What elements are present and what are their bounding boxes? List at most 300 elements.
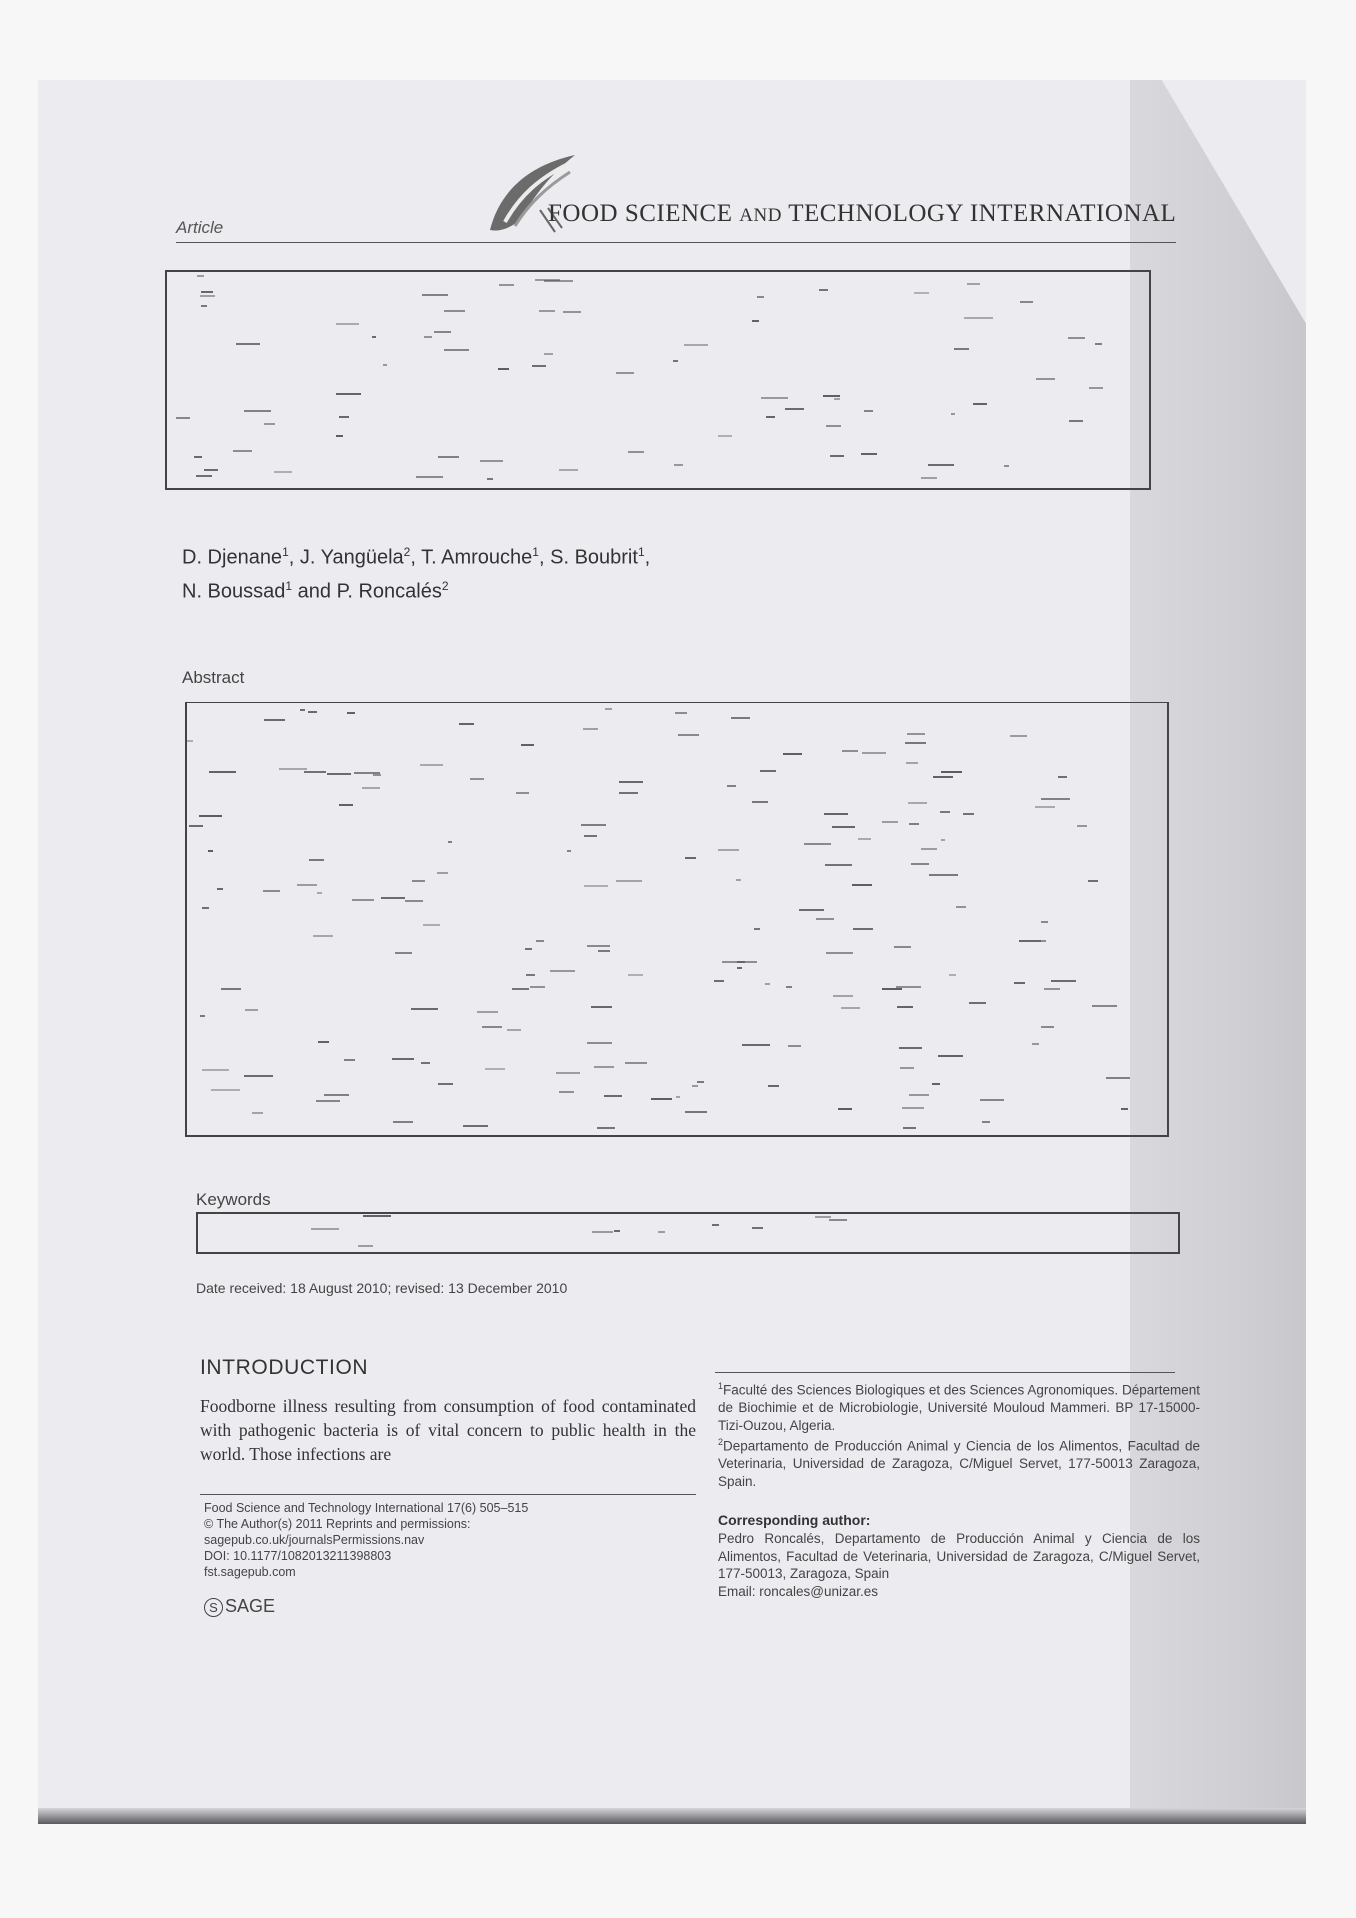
scan-speckle	[1032, 1043, 1039, 1045]
scan-speckle	[352, 899, 374, 901]
scan-speckle	[899, 1047, 922, 1049]
scan-speckle	[499, 284, 514, 286]
scan-speckle	[204, 469, 218, 471]
scan-speckle	[954, 348, 969, 350]
scan-speckle	[202, 907, 209, 909]
scan-speckle	[902, 1107, 924, 1109]
scan-speckle	[742, 1044, 770, 1046]
scan-speckle	[344, 1059, 355, 1061]
scan-speckle	[437, 872, 448, 874]
scan-speckle	[861, 453, 877, 455]
scan-speckle	[619, 781, 643, 783]
scan-speckle	[594, 1066, 614, 1068]
scan-speckle	[498, 368, 509, 370]
scan-speckle	[245, 1009, 258, 1011]
scan-speckle	[176, 417, 190, 419]
corresponding-author-label: Corresponding author:	[718, 1512, 871, 1528]
scan-speckle	[727, 785, 736, 787]
scan-speckle	[684, 344, 708, 346]
scan-speckle	[903, 1127, 916, 1129]
author-line-1	[182, 538, 650, 572]
scan-speckle	[434, 331, 451, 333]
scan-speckle	[941, 771, 962, 773]
author-separator: ,	[410, 546, 422, 569]
scan-speckle	[616, 880, 642, 882]
scan-speckle	[1019, 940, 1041, 942]
keywords-box	[196, 1212, 1180, 1254]
journal-title	[548, 200, 1176, 228]
scan-speckle	[816, 918, 834, 920]
scan-speckle	[463, 1125, 488, 1127]
scan-speckle	[544, 353, 553, 355]
scan-speckle	[938, 1055, 963, 1057]
sage-name: SAGE	[225, 1596, 276, 1616]
scan-speckle	[1089, 387, 1103, 389]
scan-speckle	[737, 961, 757, 963]
scan-speckle	[1051, 980, 1076, 982]
scan-speckle	[221, 988, 241, 990]
scan-speckle	[189, 825, 203, 827]
scan-speckle	[383, 364, 387, 366]
scan-speckle	[956, 906, 966, 908]
scan-speckle	[1106, 1077, 1130, 1079]
scan-speckle	[487, 478, 493, 480]
scan-speckle	[766, 416, 775, 418]
scan-speckle	[300, 709, 305, 711]
scan-speckle	[358, 1245, 373, 1247]
scan-speckle	[411, 1008, 438, 1010]
affiliations	[718, 1378, 1200, 1490]
scan-speckle	[658, 1231, 665, 1233]
scan-speckle	[309, 859, 324, 861]
author-separator: ,	[538, 546, 551, 569]
scan-speckle	[969, 1002, 986, 1004]
corresponding-author	[718, 1530, 1200, 1600]
scan-speckle	[718, 435, 732, 437]
scan-speckle	[692, 1085, 698, 1087]
scan-speckle	[336, 393, 361, 395]
author-name: S. Boubrit	[550, 546, 638, 569]
scan-speckle	[448, 841, 452, 843]
scan-speckle	[678, 734, 699, 736]
scan-speckle	[949, 974, 956, 976]
scan-speckle	[336, 435, 343, 437]
scan-speckle	[381, 897, 405, 899]
affiliation-2-number: 2	[718, 1437, 724, 1447]
scan-speckle	[324, 1094, 349, 1096]
scan-speckle	[211, 1089, 240, 1091]
author-affiliation-number: 1	[637, 545, 645, 559]
introduction-heading: INTRODUCTION	[200, 1356, 369, 1379]
scan-speckle	[507, 1029, 521, 1031]
scan-speckle	[1092, 1005, 1117, 1007]
scan-speckle	[244, 1075, 273, 1077]
scan-speckle	[362, 787, 380, 789]
scan-speckle	[526, 974, 535, 976]
scan-speckle	[201, 305, 207, 307]
keywords-label: Keywords	[196, 1190, 271, 1209]
scan-speckle	[967, 283, 980, 285]
scan-speckle	[838, 1108, 852, 1110]
scan-speckle	[909, 1094, 929, 1096]
scan-speckle	[421, 1062, 430, 1064]
scan-speckle	[799, 909, 824, 911]
scan-speckle	[196, 475, 212, 477]
affiliation-1-text: Faculté des Sciences Biologiques et des Sciences Agronomiques. Département de Biochimie et de Microbiologie, Université Mouloud Mammeri. BP 17-15000-Tizi-Ouzou, Algeria.	[718, 1382, 1200, 1433]
scan-speckle	[604, 1095, 622, 1097]
scan-speckle	[1004, 465, 1009, 467]
scan-speckle	[1010, 735, 1027, 737]
scan-speckle	[929, 874, 958, 876]
publication-info	[204, 1500, 528, 1580]
scan-speckle	[752, 320, 759, 322]
corresponding-author-email[interactable]: Email: roncales@unizar.es	[718, 1583, 879, 1599]
scan-speckle	[736, 879, 741, 881]
scan-speckle	[200, 1015, 205, 1017]
scan-speckle	[208, 850, 213, 852]
scan-speckle	[347, 712, 355, 714]
scan-speckle	[444, 349, 469, 351]
abstract-label: Abstract	[182, 668, 245, 687]
scan-speckle	[830, 455, 844, 457]
scan-speckle	[318, 1041, 329, 1043]
scan-speckle	[530, 986, 545, 988]
scan-speckle	[274, 471, 292, 473]
scan-speckle	[616, 372, 634, 374]
author-affiliation-number: 1	[532, 545, 539, 559]
scan-speckle	[697, 1081, 704, 1083]
scan-speckle	[438, 1083, 453, 1085]
scan-speckle	[202, 1069, 229, 1071]
scan-speckle	[864, 410, 873, 412]
scan-speckle	[842, 750, 858, 752]
scan-speckle	[752, 801, 768, 803]
scan-speckle	[765, 983, 770, 985]
pubinfo-doi[interactable]: DOI: 10.1177/1082013211398803	[204, 1549, 392, 1563]
scan-speckle	[252, 1112, 263, 1114]
journal-title-part-2: AND	[739, 205, 782, 226]
scan-speckle	[512, 988, 529, 990]
scan-speckle	[826, 952, 853, 954]
scan-speckle	[392, 1058, 414, 1060]
scan-speckle	[619, 792, 638, 794]
scan-speckle	[521, 744, 534, 746]
scan-speckle	[911, 863, 929, 865]
scan-speckle	[982, 1121, 990, 1123]
scan-speckle	[424, 336, 432, 338]
scan-speckle	[559, 1091, 574, 1093]
scan-speckle	[263, 890, 280, 892]
scan-speckle	[685, 1111, 707, 1113]
scan-speckle	[737, 967, 742, 969]
scan-speckle	[882, 988, 902, 990]
scan-speckle	[824, 813, 848, 815]
scan-speckle	[731, 717, 750, 719]
scan-speckle	[900, 1067, 914, 1069]
scan-speckle	[480, 460, 503, 462]
scan-speckle	[941, 839, 945, 841]
scan-speckle	[559, 469, 578, 471]
scan-speckle	[592, 1231, 613, 1233]
scan-speckle	[760, 770, 776, 772]
scan-speckle	[714, 980, 724, 982]
scan-speckle	[420, 764, 443, 766]
scan-speckle	[587, 945, 610, 947]
scan-speckle	[783, 753, 802, 755]
scan-speckle	[685, 857, 696, 859]
affiliations-rule	[715, 1372, 1175, 1373]
scan-speckle	[1069, 420, 1083, 422]
scan-speckle	[536, 940, 544, 942]
scan-speckle	[1041, 940, 1046, 942]
scan-speckle	[786, 986, 792, 988]
author-name: D. Djenane	[182, 546, 283, 569]
affiliation-1	[718, 1378, 1200, 1434]
scan-speckle	[754, 928, 760, 930]
scan-speckle	[279, 768, 307, 770]
author-list	[182, 538, 650, 605]
scan-speckle	[914, 292, 929, 294]
scan-speckle	[905, 742, 926, 744]
scan-speckle	[532, 365, 546, 367]
scan-speckle	[973, 403, 987, 405]
scan-speckle	[858, 838, 871, 840]
scan-speckle	[584, 835, 597, 837]
scan-speckle	[563, 311, 581, 313]
scan-speckle	[907, 733, 925, 735]
sage-icon: S	[204, 1598, 223, 1617]
scan-speckle	[187, 740, 193, 742]
scan-speckle	[757, 296, 764, 298]
scan-speckle	[752, 1227, 763, 1229]
scan-speckle	[236, 343, 260, 345]
scan-speckle	[539, 310, 555, 312]
scan-speckle	[921, 848, 937, 850]
corresponding-author-address: Pedro Roncalés, Departamento de Producción Animal y Ciencia de los Alimentos, Facultad de Veterinaria, Universidad de Zaragoza, C/Miguel Servet, 177-50013, Zaragoza, Spain	[718, 1531, 1200, 1581]
scan-speckle	[1068, 337, 1085, 339]
scan-speckle	[304, 771, 326, 773]
scan-speckle	[535, 279, 560, 281]
scan-speckle	[525, 948, 532, 950]
scan-speckle	[597, 1127, 615, 1129]
scan-speckle	[327, 773, 351, 775]
scan-speckle	[200, 295, 215, 297]
scan-speckle	[909, 823, 919, 825]
author-name: J. Yangüela	[299, 546, 404, 569]
page-bottom-shadow	[38, 1808, 1306, 1824]
scan-speckle	[673, 360, 678, 362]
date-received: Date received: 18 August 2010; revised: 13 December 2010	[196, 1280, 568, 1296]
affiliation-2-text: Departamento de Producción Animal y Ciencia de los Alimentos, Facultad de Veterinaria, Universidad de Zaragoza, C/Miguel Servet, 177-50013 Zaragoza, Spain.	[718, 1438, 1200, 1489]
scan-speckle	[244, 410, 271, 412]
scan-speckle	[199, 815, 222, 817]
scan-speckle	[598, 950, 610, 952]
author-separator: and	[292, 580, 337, 603]
scan-speckle	[217, 888, 223, 890]
scan-speckle	[363, 1215, 391, 1217]
scan-speckle	[718, 849, 739, 851]
affiliation-2	[718, 1434, 1200, 1490]
scan-speckle	[628, 974, 643, 976]
scan-speckle	[416, 476, 443, 478]
author-affiliation-number: 2	[403, 545, 411, 559]
scan-speckle	[921, 477, 937, 479]
scan-speckle	[932, 1083, 940, 1085]
scan-speckle	[1041, 798, 1070, 800]
scan-speckle	[980, 1099, 1004, 1101]
scan-speckle	[197, 275, 204, 277]
pubinfo-copyright: © The Author(s) 2011 Reprints and permissions:	[204, 1517, 471, 1531]
scan-speckle	[485, 1068, 505, 1070]
scan-speckle	[1095, 343, 1102, 345]
author-separator: ,	[288, 546, 300, 569]
scan-speckle	[788, 1045, 801, 1047]
scan-speckle	[928, 464, 954, 466]
scan-speckle	[581, 824, 606, 826]
scan-speckle	[674, 464, 683, 466]
scan-speckle	[459, 723, 474, 725]
scan-speckle	[819, 289, 828, 291]
scan-speckle	[438, 456, 459, 458]
scan-speckle	[516, 792, 529, 794]
scan-speckle	[951, 413, 955, 415]
scan-speckle	[201, 291, 213, 293]
scan-speckle	[567, 850, 571, 852]
scan-speckle	[412, 880, 425, 882]
scan-speckle	[372, 336, 376, 338]
scan-speckle	[614, 1230, 620, 1232]
author-affiliation-number: 2	[441, 578, 449, 593]
scan-speckle	[1036, 378, 1055, 380]
sage-logo	[204, 1596, 275, 1617]
scan-speckle	[964, 317, 993, 319]
scan-speckle	[834, 398, 840, 400]
scan-speckle	[470, 778, 484, 780]
scan-speckle	[1077, 825, 1087, 827]
scan-speckle	[264, 719, 285, 721]
scan-speckle	[444, 310, 465, 312]
scan-speckle	[313, 935, 333, 937]
scan-speckle	[308, 711, 317, 713]
scan-speckle	[908, 802, 927, 804]
scan-speckle	[423, 924, 440, 926]
scan-speckle	[804, 843, 831, 845]
journal-title-part-1: FOOD SCIENCE	[548, 200, 740, 227]
scan-speckle	[339, 416, 349, 418]
scan-speckle	[1121, 1108, 1128, 1110]
pubinfo-permissions-link[interactable]: sagepub.co.uk/journalsPermissions.nav	[204, 1533, 425, 1547]
scan-speckle	[761, 397, 788, 399]
scan-speckle	[393, 1121, 413, 1123]
scan-speckle	[832, 826, 855, 828]
scan-speckle	[482, 1026, 502, 1028]
scan-speckle	[712, 1224, 719, 1226]
scan-speckle	[862, 752, 886, 754]
scan-speckle	[311, 1228, 339, 1230]
scan-speckle	[826, 425, 841, 427]
scan-speckle	[963, 813, 974, 815]
scan-speckle	[373, 774, 381, 776]
author-affiliation-number: 1	[285, 578, 293, 593]
scan-speckle	[316, 1100, 340, 1102]
scan-speckle	[675, 712, 687, 714]
article-type-label: Article	[176, 218, 224, 237]
scan-speckle	[1014, 982, 1025, 984]
author-line-2	[182, 572, 650, 606]
scan-speckle	[1041, 1026, 1054, 1028]
scan-speckle	[1088, 880, 1098, 882]
pubinfo-rule	[200, 1494, 696, 1495]
pubinfo-website[interactable]: fst.sagepub.com	[204, 1565, 296, 1579]
affiliation-1-number: 1	[718, 1381, 724, 1391]
scan-speckle	[1035, 806, 1055, 808]
scan-speckle	[477, 1011, 498, 1013]
scan-speckle	[829, 1219, 847, 1221]
scan-speckle	[550, 970, 575, 972]
scan-speckle	[1041, 921, 1048, 923]
scan-speckle	[339, 804, 353, 806]
scan-speckle	[933, 776, 953, 778]
scan-speckle	[1058, 776, 1067, 778]
introduction-text: Foodborne illness resulting from consumption of food contaminated with pathogenic bacteria is of vital concern to public health in the world. Those infections are	[200, 1396, 696, 1464]
scan-speckle	[395, 952, 412, 954]
scan-speckle	[625, 1062, 647, 1064]
scan-speckle	[841, 1007, 860, 1009]
scan-speckle	[897, 1006, 913, 1008]
scan-speckle	[1044, 988, 1060, 990]
scan-speckle	[651, 1098, 672, 1100]
scan-speckle	[583, 728, 598, 730]
scan-speckle	[317, 892, 322, 894]
scan-speckle	[785, 408, 804, 410]
scan-speckle	[209, 771, 236, 773]
scan-speckle	[906, 762, 918, 764]
scan-speckle	[825, 864, 852, 866]
scan-speckle	[405, 900, 423, 902]
scan-speckle	[852, 884, 872, 886]
scan-speckle	[587, 1042, 612, 1044]
scan-speckle	[628, 451, 644, 453]
scan-speckle	[233, 450, 252, 452]
scan-speckle	[833, 995, 853, 997]
abstract-box	[185, 702, 1169, 1137]
scan-speckle	[591, 1006, 612, 1008]
scan-speckle	[422, 294, 448, 296]
author-name: N. Boussad	[182, 580, 286, 603]
scan-speckle	[194, 456, 202, 458]
scan-speckle	[297, 884, 317, 886]
scan-speckle	[336, 323, 359, 325]
scan-speckle	[882, 821, 898, 823]
scan-speckle	[815, 1216, 831, 1218]
scan-speckle	[584, 885, 608, 887]
scan-speckle	[1020, 301, 1033, 303]
scan-speckle	[556, 1072, 580, 1074]
scan-speckle	[894, 946, 911, 948]
journal-title-part-3: TECHNOLOGY INTERNATIONAL	[781, 200, 1177, 227]
scan-speckle	[605, 708, 612, 710]
header-rule	[176, 242, 1176, 243]
author-name: P. Roncalés	[336, 580, 442, 603]
scan-speckle	[676, 1096, 680, 1098]
pubinfo-citation: Food Science and Technology International 17(6) 505–515	[204, 1501, 529, 1515]
scan-speckle	[940, 811, 950, 813]
scan-speckle	[823, 395, 840, 397]
scan-speckle	[264, 423, 275, 425]
title-box	[165, 270, 1151, 490]
author-affiliation-number: 1	[282, 545, 289, 559]
author-separator: ,	[644, 546, 651, 569]
